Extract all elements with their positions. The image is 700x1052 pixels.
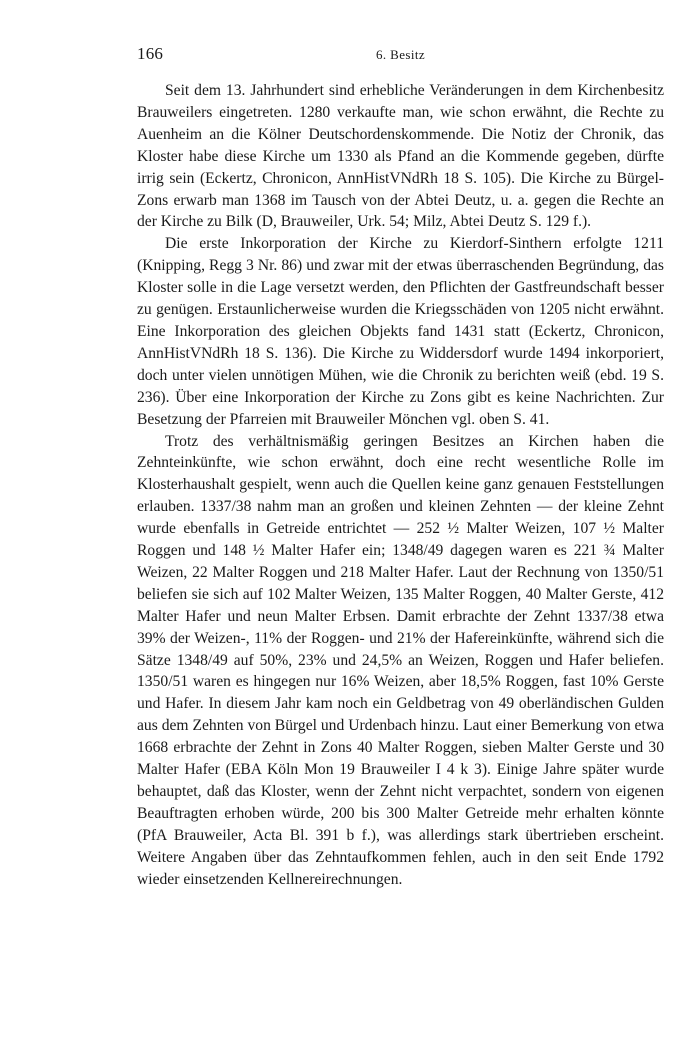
page-header: [137, 44, 664, 68]
paragraph: Die erste Inkorporation der Kirche zu Kierdorf-Sinthern erfolgte 1211 (Knipping, Regg 3 Nr. 86) und zwar mit der etwas überraschenden Begründung, das Kloster solle in die Lage versetzt werden, den Pflichten der Gastfreundschaft besser zu genügen. Erstaunlicherweise wurden die Kriegsschäden von 1205 nicht erwähnt. Eine Inkorporation des gleichen Objekts fand 1431 statt (Eckertz, Chronicon, AnnHistVNdRh 18 S. 136). Die Kirche zu Widdersdorf wurde 1494 inkorporiert, doch unter vielen unnötigen Mühen, wie die Chronik zu berichten weiß (ebd. 19 S. 236). Über eine Inkorporation der Kirche zu Zons gibt es keine Nachrichten. Zur Besetzung der Pfarreien mit Brauweiler Mönchen vgl. oben S. 41.: [137, 235, 664, 428]
paragraph: Seit dem 13. Jahrhundert sind erhebliche Veränderungen in dem Kirchenbesitz Brauweilers eingetreten. 1280 verkaufte man, wie schon erwähnt, die Rechte zu Auenheim an die Kölner Deutschordenskommende. Die Notiz der Chronik, das Kloster habe diese Kirche um 1330 als Pfand an die Kommende gegeben, dürfte irrig sein (Eckertz, Chronicon, AnnHistVNdRh 18 S. 105). Die Kirche zu Bürgel-Zons erwarb man 1368 im Tausch von der Abtei Deutz, u. a. gegen die Rechte an der Kirche zu Bilk (D, Brauweiler, Urk. 54; Milz, Abtei Deutz S. 129 f.).: [137, 82, 664, 231]
paragraph: Trotz des verhältnismäßig geringen Besitzes an Kirchen haben die Zehnteinkünfte, wie schon erwähnt, doch eine recht wesentliche Rolle im Klosterhaushalt gespielt, wenn auch die Quellen keine ganz genauen Feststellungen erlauben. 1337/38 nahm man an großen und kleinen Zehnten — der kleine Zehnt wurde ebenfalls in Getreide entrichtet — 252 ½ Malter Weizen, 107 ½ Malter Roggen und 148 ½ Malter Hafer ein; 1348/49 dagegen waren es 221 ¾ Malter Weizen, 22 Malter Roggen und 218 Malter Hafer. Laut der Rechnung von 1350/51 beliefen sie sich auf 102 Malter Weizen, 135 Malter Roggen, 40 Malter Gerste, 412 Malter Hafer und neun Malter Erbsen. Damit erbrachte der Zehnt 1337/38 etwa 39% der Weizen-, 11% der Roggen- und 21% der Hafereinkünfte, während sich die Sätze 1348/49 auf 50%, 23% und 24,5% an Weizen, Roggen und Hafer beliefen. 1350/51 waren es hingegen nur 16% Weizen, aber 18,5% Roggen, fast 10% Gerste und Hafer. In diesem Jahr kam noch ein Geldbetrag von 49 oberländischen Gulden aus dem Zehnten von Bürgel und Urdenbach hinzu. Laut einer Bemerkung von etwa 1668 erbrachte der Zehnt in Zons 40 Malter Roggen, sieben Malter Gerste und 30 Malter Hafer (EBA Köln Mon 19 Brauweiler I 4 k 3). Einige Jahre später wurde behauptet, daß das Kloster, wenn der Zehnt nicht verpachtet, sondern von eigenen Beauftragten erhoben würde, 200 bis 300 Malter Getreide mehr erhalten könnte (PfA Brauweiler, Acta Bl. 391 b f.), was allerdings stark übertrieben erscheint. Weitere Angaben über das Zehntaufkommen fehlen, auch in den seit Ende 1792 wieder einsetzenden Kellnereirechnungen.: [137, 432, 664, 888]
body-text: [137, 80, 664, 891]
page-number: 166: [137, 44, 164, 63]
running-head: 6. Besitz: [375, 47, 426, 62]
